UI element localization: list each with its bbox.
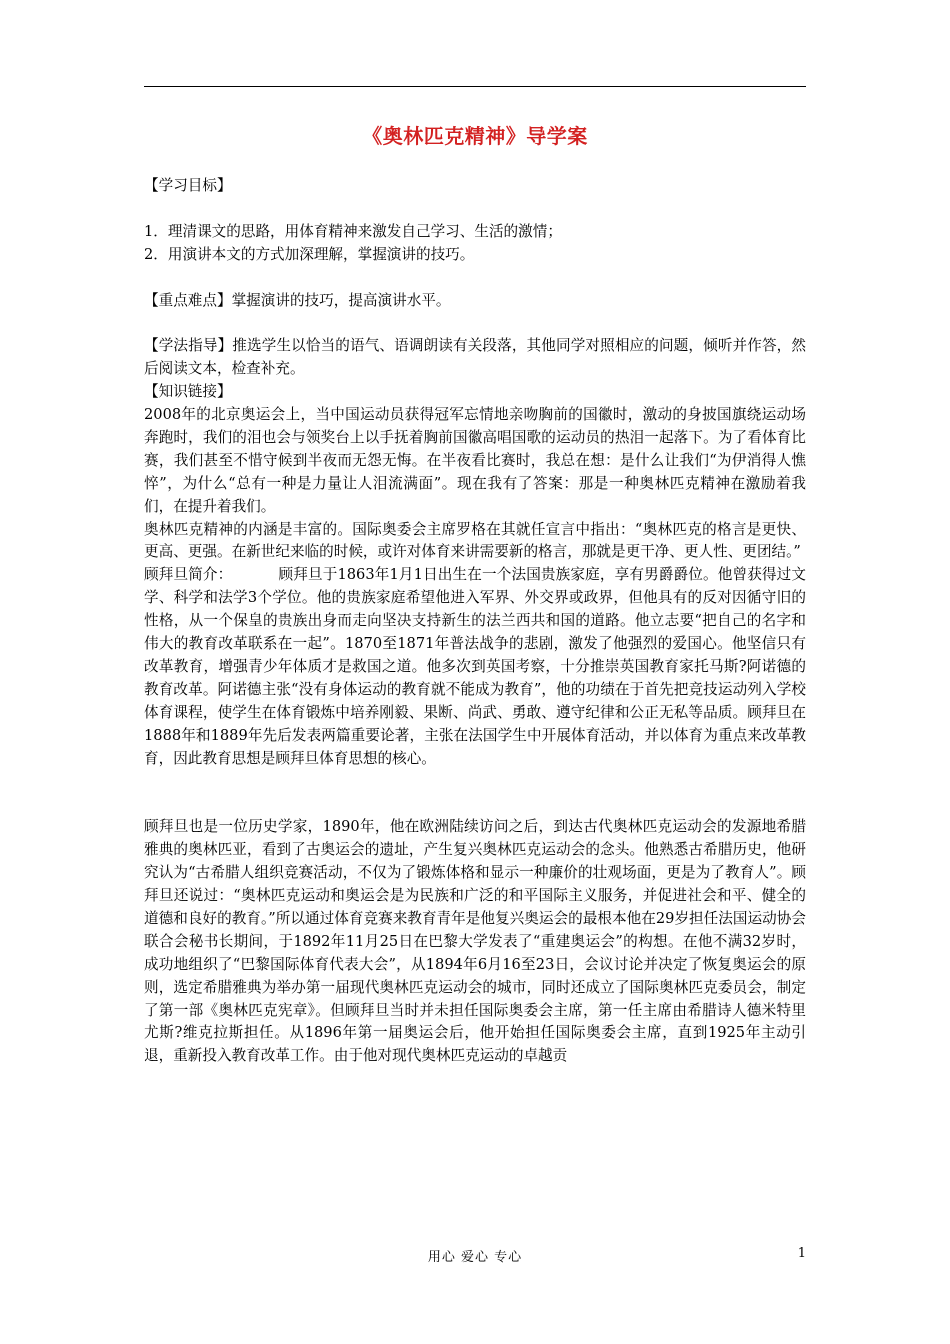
header-rule [144,86,806,87]
document-body [144,175,806,1068]
paragraph-2008-olympics: 2008年的北京奥运会上，当中国运动员获得冠军忘情地亲吻胸前的国徽时，激动的身披国旗绕运动场奔跑时，我们的泪也会与领奖台上以手抚着胸前国徽高唱国歌的运动员的热泪一起落下。为了看体育比赛，我们甚至不惜守候到半夜而无怨无悔。在半夜看比赛时，我总在想：是什么让我们“为伊消得人憔悴”，为什么“总有一种是力量让人泪流满面”。现在我有了答案：那是一种奥林匹克精神在激励着我们，在提升着我们。 [144,406,806,515]
bio-label: 顾拜旦简介： [144,566,233,584]
objectives-heading: 【学习目标】 [144,177,232,194]
page-number: 1 [797,1246,806,1261]
paragraph-olympic-spirit-meaning: 奥林匹克精神的内涵是丰富的。国际奥委会主席罗格在其就任宣言中指出：“奥林匹克的格言是更快、更高、更强。在新世纪来临的时候，或许对体育来讲需要新的格言，那就是更干净、更人性、更团结。” [144,520,806,561]
bio-text: 顾拜旦于1863年1月1日出生在一个法国贵族家庭，享有男爵爵位。他曾获得过文学、科学和法学3个学位。他的贵族家庭希望他进入军界、外交界或政界，但他具有的反对因循守旧的性格，从一个保皇的贵族出身而走向坚决支持新生的法兰西共和国的道路。他立志要“把自己的名字和伟大的教育改革联系在一起”。1870至1871年普法战争的悲剧，激发了他强烈的爱国心。他坚信只有改革教育，增强青少年体质才是救国之道。他多次到英国考察，十分推崇英国教育家托马斯?阿诺德的教育改革。阿诺德主张“没有身体运动的教育就不能成为教育”，他的功绩在于首先把竞技运动列入学校体育课程，使学生在体育锻炼中培养刚毅、果断、尚武、勇敢、遵守纪律和公正无私等品质。顾拜旦在1888年和1889年先后发表两篇重要论著，主张在法国学生中开展体育活动，并以体育为重点来改革教育，因此教育思想是顾拜旦体育思想的核心。 [144,566,806,767]
knowledge-heading: 【知识链接】 [144,383,232,401]
key-points-paragraph: 【重点难点】掌握演讲的技巧，提高演讲水平。 [144,291,451,309]
paragraph-coubertin-bio [144,564,806,770]
study-guide-paragraph: 【学法指导】推选学生以恰当的语气、语调朗读有关段落，其他同学对照相应的问题，倾听并作答，然后阅读文本，检查补充。 [144,337,806,378]
footer-motto: 用心 爱心 专心 [427,1250,523,1265]
objective-item-2: 2．用演讲本文的方式加深理解，掌握演讲的技巧。 [144,245,475,263]
objective-item-1: 1．理清课文的思路，用体育精神来激发自己学习、生活的激情； [144,222,562,240]
page-title: 《奥林匹克精神》导学案 [362,124,588,148]
paragraph-coubertin-historian: 顾拜旦也是一位历史学家，1890年，他在欧洲陆续访问之后，到达古代奥林匹克运动会的发源地希腊雅典的奥林匹亚，看到了古奥运会的遗址，产生复兴奥林匹克运动会的念头。他熟悉古希腊历史，他研究认为“古希腊人组织竞赛活动，不仅为了锻炼体格和显示一种廉价的壮观场面，更是为了教育人”。顾拜旦还说过：“奥林匹克运动和奥运会是为民族和广泛的和平国际主义服务，并促进社会和平、健全的道德和良好的教育。”所以通过体育竞赛来教育青年是他复兴奥运会的最根本他在29岁担任法国运动协会联合会秘书长期间，于1892年11月25日在巴黎大学发表了“重建奥运会”的构想。在他不满32岁时，成功地组织了“巴黎国际体育代表大会”，从1894年6月16至23日，会议讨论并决定了恢复奥运会的原则，选定希腊雅典为举办第一届现代奥林匹克运动会的城市，同时还成立了国际奥林匹克委员会，制定了第一部《奥林匹克宪章》。但顾拜旦当时并未担任国际奥委会主席，第一任主席由希腊诗人德米特里尤斯?维克拉斯担任。从1896年第一届奥运会后，他开始担任国际奥委会主席，直到1925年主动引退，重新投入教育改革工作。由于他对现代奥林匹克运动的卓越贡 [144,818,806,1065]
